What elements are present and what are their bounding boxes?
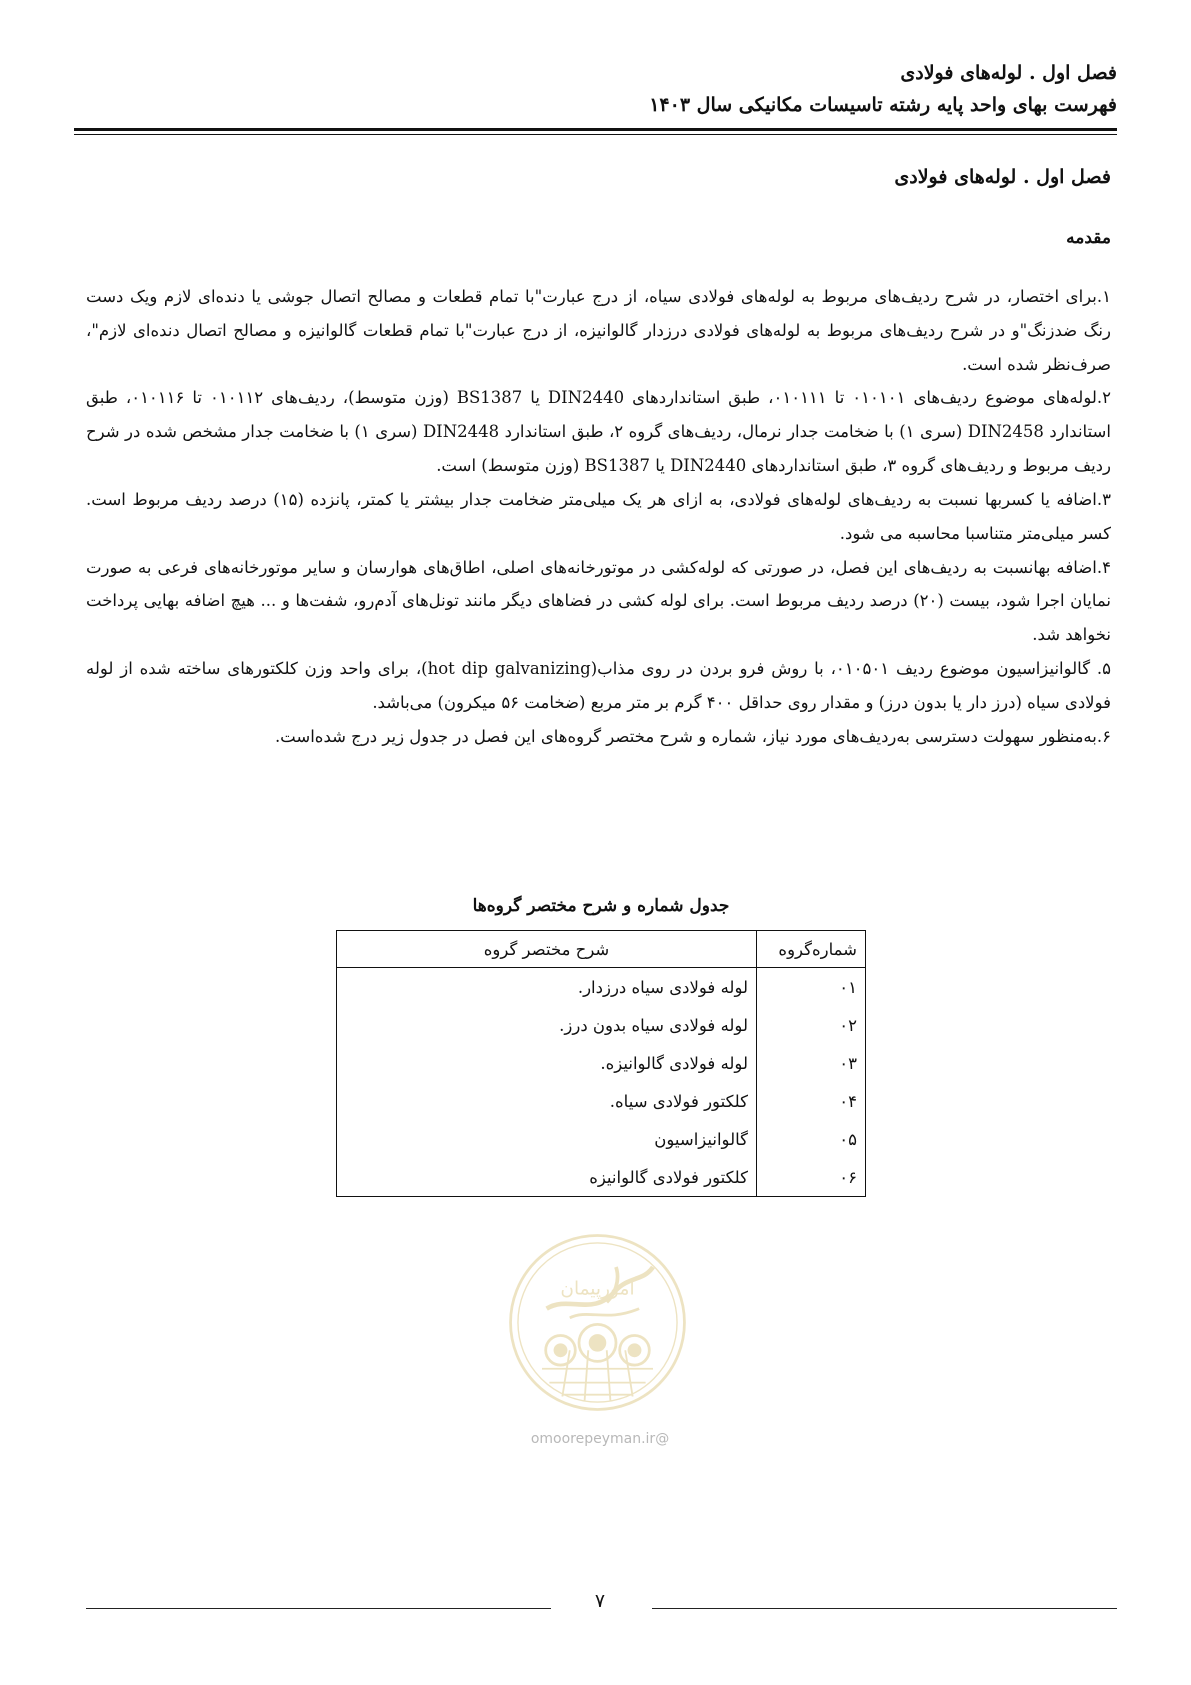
header-document-title: فهرست بهای واحد پایه رشته تاسیسات مکانیکی سال ۱۴۰۳ xyxy=(649,94,1117,116)
group-description: کلکتور فولادی سیاه. xyxy=(337,1082,757,1120)
section-heading-introduction: مقدمه xyxy=(1066,228,1111,248)
header-chapter-name: فصل اول . لوله‌های فولادی xyxy=(900,62,1117,84)
table-header-row xyxy=(337,931,866,968)
introduction-body xyxy=(86,280,1111,753)
group-number: ۰۴ xyxy=(757,1082,866,1120)
group-number: ۰۲ xyxy=(757,1006,866,1044)
group-number: ۰۳ xyxy=(757,1044,866,1082)
watermark-logo-icon xyxy=(505,1230,690,1415)
group-description: کلکتور فولادی گالوانیزه xyxy=(337,1158,757,1197)
group-number: ۰۶ xyxy=(757,1158,866,1197)
table-row xyxy=(337,1158,866,1197)
group-description: لوله فولادی گالوانیزه. xyxy=(337,1044,757,1082)
watermark-logo-text: امورپیمان xyxy=(560,1278,635,1300)
group-description: لوله فولادی سیاه بدون درز. xyxy=(337,1006,757,1044)
paragraph-4: ۴.اضافه بهانسبت به ردیف‌های این فصل، در صورتی که لوله‌کشی در موتورخانه‌های اصلی، اطاق‌های هوارسان و سایر موتورخانه‌های فرعی به صورت نمایان اجرا شود، بیست (۲۰) درصد ردیف مربوط است. برای لوله کشی در فضاهای دیگر مانند تونل‌های آدم‌رو، شفت‌ها و ... هیچ اضافه بهایی پرداخت نخواهد شد. xyxy=(86,557,1111,645)
footer-divider-right xyxy=(652,1608,1117,1609)
paragraph-1: ۱.برای اختصار، در شرح ردیف‌های مربوط به لوله‌های فولادی سیاه، از درج عبارت"با تمام قطعات و مصالح اتصال جوشی یا دنده‌ای لازم ویک دست رنگ ضدزنگ"و در شرح ردیف‌های مربوط به لوله‌های فولادی درزدار گالوانیزه، از درج عبارت"با تمام قطعات گالوانیزه و مصالح اتصال دنده‌ای لازم"، صرف‌نظر شده است. xyxy=(86,287,1111,374)
table-row xyxy=(337,1120,866,1158)
paragraph-2: ۲.لوله‌های موضوع ردیف‌های ۰۱۰۱۰۱ تا ۰۱۰۱۱۱، طبق استانداردهای DIN2440 یا BS1387 (وزن متوسط)، ردیف‌های ۰۱۰۱۱۲ تا ۰۱۰۱۱۶، طبق استاندارد DIN2458 (سری ۱) با ضخامت جدار نرمال، ردیف‌های گروه ۲، طبق استاندارد DIN2448 (سری ۱) با ضخامت جدار مشخص شده در شرح ردیف مربوط و ردیف‌های گروه ۳، طبق استانداردهای DIN2440 یا BS1387 (وزن متوسط) است. xyxy=(86,388,1112,476)
table-row xyxy=(337,1044,866,1082)
table-row xyxy=(337,968,866,1007)
column-header-number: شماره‌گروه xyxy=(757,931,866,968)
group-number: ۰۱ xyxy=(757,968,866,1007)
header-divider xyxy=(74,128,1117,135)
column-header-description: شرح مختصر گروه xyxy=(337,931,757,968)
watermark-site-text: @omoorepeyman.ir xyxy=(530,1431,670,1447)
group-description: لوله فولادی سیاه درزدار. xyxy=(337,968,757,1007)
groups-table xyxy=(336,930,866,1197)
paragraph-6: ۶.به‌منظور سهولت دسترسی به‌ردیف‌های مورد نیاز، شماره و شرح مختصر گروه‌های این فصل در جدول زیر درج شده‌است. xyxy=(274,726,1111,746)
paragraph-5: ۵. گالوانیزاسیون موضوع ردیف ۰۱۰۵۰۱، با روش فرو بردن در روی مذاب(hot dip galvanizing)، برای واحد وزن کلکتورهای ساخته شده از لوله فولادی سیاه (درز دار یا بدون درز) و مقدار روی حداقل ۴۰۰ گرم بر متر مربع (ضخامت ۵۶ میکرون) می‌باشد. xyxy=(86,658,1111,712)
group-number: ۰۵ xyxy=(757,1120,866,1158)
table-row xyxy=(337,1082,866,1120)
chapter-title: فصل اول . لوله‌های فولادی xyxy=(894,166,1111,188)
paragraph-3: ۳.اضافه یا کسربها نسبت به ردیف‌های لوله‌های فولادی، به ازای هر یک میلی‌متر ضخامت جدار بیشتر یا کمتر، پانزده (۱۵) درصد ردیف مربوط است. کسر میلی‌متر متناسبا محاسبه می شود. xyxy=(86,489,1111,543)
table-row xyxy=(337,1006,866,1044)
footer-divider-left xyxy=(86,1608,551,1609)
table-caption: جدول شماره و شرح مختصر گروه‌ها xyxy=(472,896,730,916)
page-number: ۷ xyxy=(594,1590,606,1612)
group-description: گالوانیزاسیون xyxy=(337,1120,757,1158)
page-header xyxy=(74,62,1117,116)
